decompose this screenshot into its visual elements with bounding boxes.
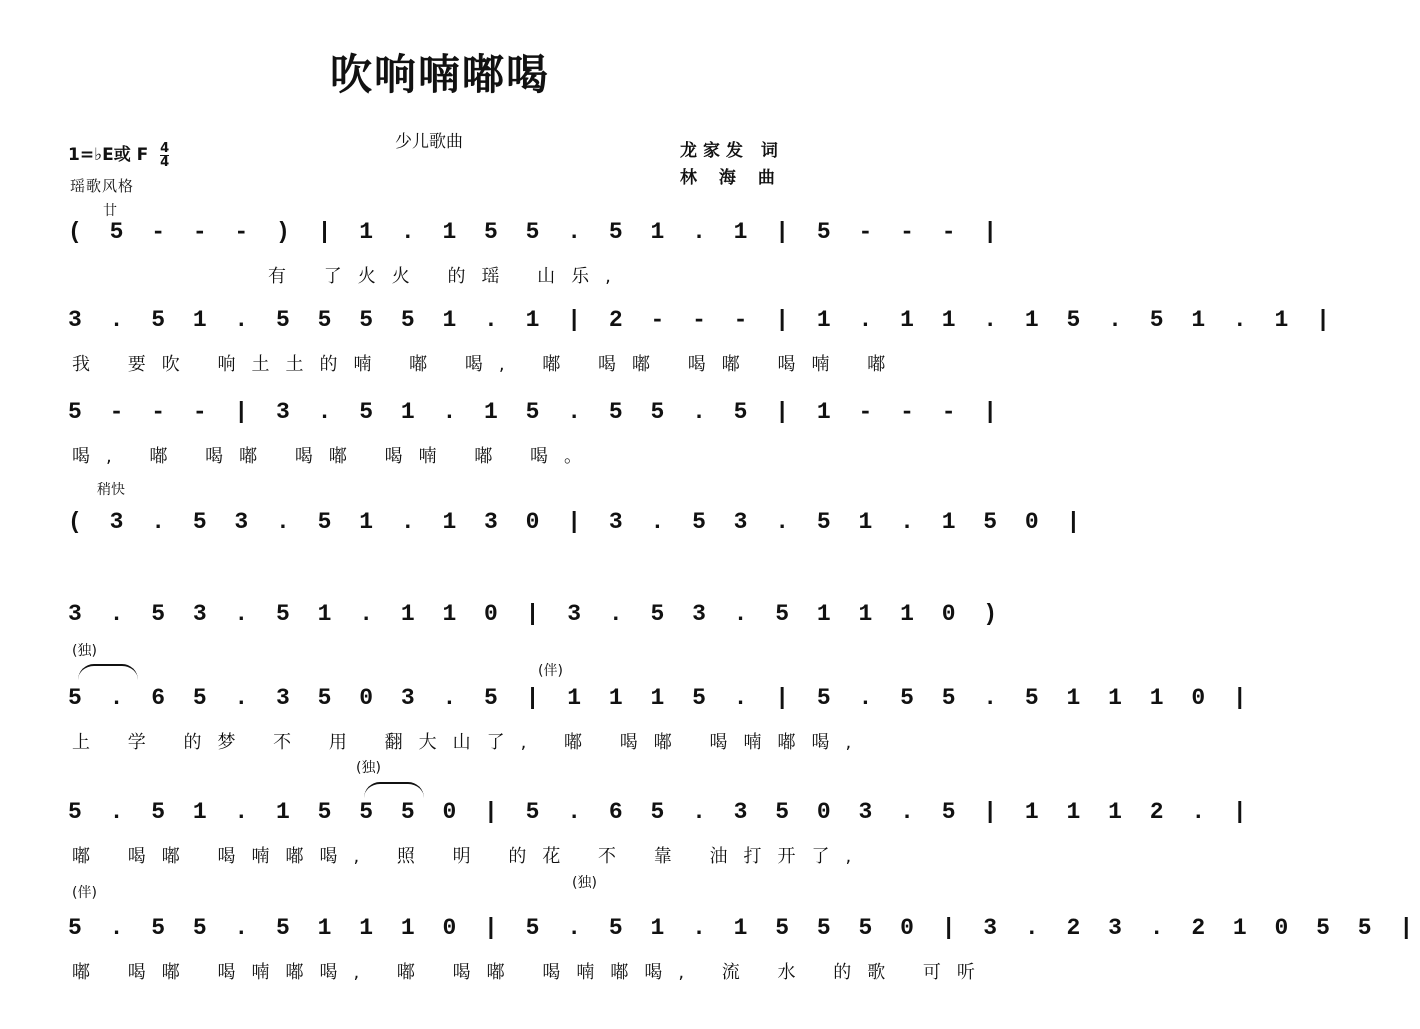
tempo-marking: 稍快 bbox=[97, 482, 125, 498]
notation: ( 5 - - - ) | 1 . 1 5 5 . 5 1 . 1 | 5 - - - | bbox=[68, 219, 1005, 245]
lyric-line: 嘟 喝嘟 喝喃嘟喝, 嘟 喝嘟 喝喃嘟喝, 流 水 的歌 可听 bbox=[72, 962, 991, 983]
song-genre: 少儿歌曲 bbox=[395, 132, 463, 152]
lyric-line: 有 了火火 的瑶 山乐, bbox=[268, 266, 627, 287]
score-line-5 bbox=[68, 592, 1005, 636]
lyric-line: 我 要吹 响土土的喃 嘟 喝, 嘟 喝嘟 喝嘟 喝喃 嘟 bbox=[72, 354, 902, 375]
solo-mark: (独) bbox=[572, 875, 597, 891]
key-text: 1=♭E或 F bbox=[68, 145, 149, 165]
key-signature bbox=[68, 140, 169, 169]
solo-mark: (独) bbox=[356, 760, 381, 776]
notation: 3 . 5 1 . 5 5 5 5 1 . 1 | 2 - - - | 1 . 1 1 . 1 5 . 5 1 . 1 | bbox=[68, 307, 1337, 333]
accomp-mark: (伴) bbox=[72, 885, 97, 901]
time-top: 4 bbox=[160, 140, 170, 156]
notation: 5 . 5 1 . 1 5 5 5 0 | 5 . 6 5 . 3 5 0 3 . 5 | 1 1 1 2 . | bbox=[68, 799, 1254, 825]
style-marking: 瑶歌风格 bbox=[70, 177, 135, 195]
lyric-line: 喝, 嘟 喝嘟 喝嘟 喝喃 嘟 喝。 bbox=[72, 446, 599, 467]
lyric-line: 嘟 喝嘟 喝喃嘟喝, 照 明 的花 不 靠 油打开了, bbox=[72, 846, 868, 867]
solo-mark: (独) bbox=[72, 643, 97, 659]
score-line-8 bbox=[68, 906, 1420, 984]
notation: 5 . 5 5 . 5 1 1 1 0 | 5 . 5 1 . 1 5 5 5 0 | 3 . 2 3 . 2 1 0 5 5 | bbox=[68, 915, 1420, 941]
ornament-label: 廿 bbox=[103, 203, 117, 219]
notation: ( 3 . 5 3 . 5 1 . 1 3 0 | 3 . 5 3 . 5 1 . 1 5 0 | bbox=[68, 509, 1088, 535]
song-title: 吹响喃嘟喝 bbox=[329, 50, 550, 99]
accomp-mark: (伴) bbox=[538, 663, 563, 679]
time-signature bbox=[160, 142, 169, 169]
composer-credit: 林 海 曲 bbox=[680, 168, 783, 188]
time-bottom: 4 bbox=[160, 154, 170, 170]
score-line-1 bbox=[68, 210, 1005, 288]
score-line-6 bbox=[68, 676, 1254, 754]
score-line-7 bbox=[68, 790, 1254, 868]
score-line-4 bbox=[68, 500, 1088, 544]
lyric-line: 上 学 的梦 不 用 翻大山了, 嘟 喝嘟 喝喃嘟喝, bbox=[72, 732, 868, 753]
score-line-2 bbox=[68, 298, 1337, 376]
notation: 5 . 6 5 . 3 5 0 3 . 5 | 1 1 1 5 . | 5 . 5 5 . 5 1 1 1 0 | bbox=[68, 685, 1254, 711]
lyricist-credit: 龙家发 词 bbox=[680, 141, 784, 161]
notation: 3 . 5 3 . 5 1 . 1 1 0 | 3 . 5 3 . 5 1 1 1 0 ) bbox=[68, 601, 1005, 627]
notation: 5 - - - | 3 . 5 1 . 1 5 . 5 5 . 5 | 1 - - - | bbox=[68, 399, 1005, 425]
score-line-3 bbox=[68, 390, 1005, 468]
